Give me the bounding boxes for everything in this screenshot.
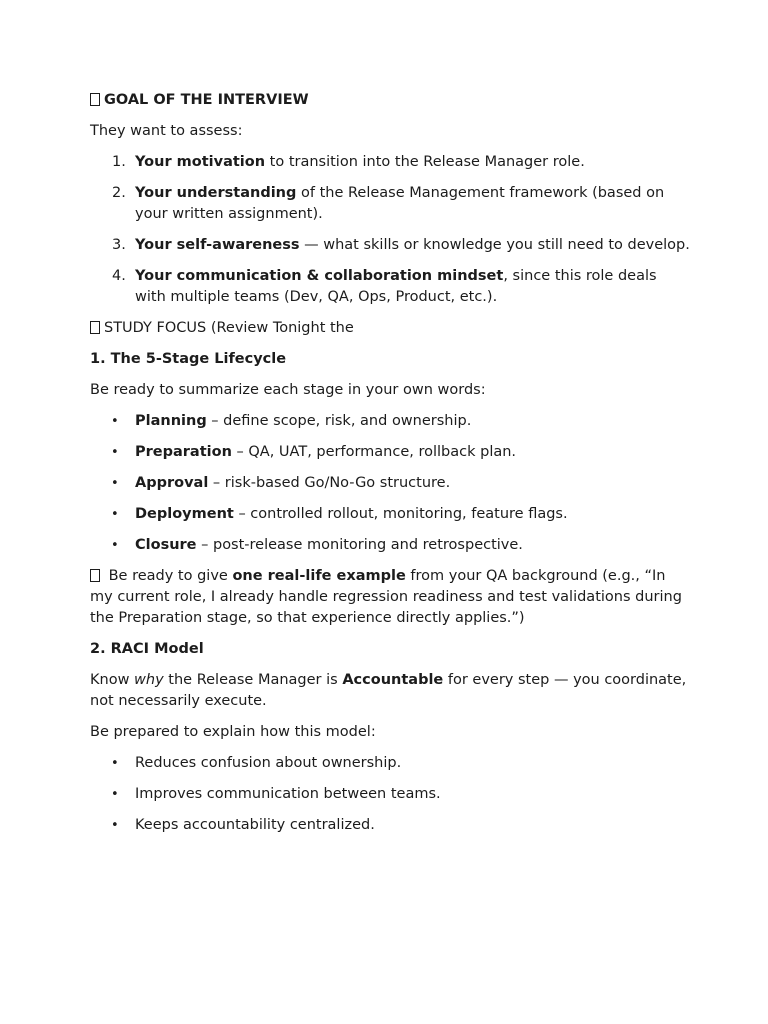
goal-item-text: of the Release Management framework (based on your written assignment).	[135, 185, 665, 222]
raci-item-2	[90, 784, 690, 805]
bullet-icon: •	[111, 818, 119, 833]
lifecycle-item-deployment	[90, 504, 690, 525]
goal-item-1	[90, 152, 690, 173]
raci-item-text: Improves communication between teams.	[135, 786, 441, 802]
stage-name: Deployment	[135, 506, 234, 522]
goal-intro: They want to assess:	[90, 123, 243, 139]
stage-description: – define scope, risk, and ownership.	[206, 413, 472, 429]
tip-text-after: from your QA background (e.g., “In my current role, I already handle regression readiness and test validations during the Preparation stage, so that experience directly applies.”)	[90, 568, 682, 626]
lifecycle-item-preparation	[90, 442, 690, 463]
goal-item-bold: Your motivation	[135, 154, 266, 170]
list-number: 3.	[112, 237, 126, 253]
document-page	[90, 90, 690, 846]
goal-item-2	[90, 183, 690, 225]
raci-know-middle: the Release Manager is	[163, 672, 343, 688]
study-focus-text: STUDY FOCUS (Review Tonight the	[104, 320, 354, 336]
goal-item-3	[90, 235, 690, 256]
goal-item-bold: Your understanding	[135, 185, 297, 201]
lifecycle-item-planning	[90, 411, 690, 432]
goal-item-text: to transition into the Release Manager role.	[265, 154, 585, 170]
list-number: 1.	[112, 154, 126, 170]
tip-text-before: Be ready to give	[104, 568, 233, 584]
raci-intro: Be prepared to explain how this model:	[90, 724, 376, 740]
bullet-icon: •	[111, 507, 119, 522]
raci-item-text: Reduces confusion about ownership.	[135, 755, 402, 771]
raci-know-after: for every step — you coordinate, not necessarily execute.	[90, 672, 687, 709]
goal-list	[90, 152, 690, 308]
lifecycle-heading: 1. The 5-Stage Lifecycle	[90, 351, 287, 367]
goal-heading	[90, 90, 690, 111]
lifecycle-intro: Be ready to summarize each stage in your own words:	[90, 382, 486, 398]
raci-list	[90, 753, 690, 836]
stage-name: Planning	[135, 413, 207, 429]
raci-item-1	[90, 753, 690, 774]
goal-item-text: , since this role deals with multiple teams (Dev, QA, Ops, Product, etc.).	[135, 268, 657, 305]
list-number: 2.	[112, 185, 126, 201]
tip-bold: one real-life example	[232, 568, 406, 584]
bullet-icon: •	[111, 414, 119, 429]
raci-know-italic: why	[134, 672, 164, 688]
stage-name: Closure	[135, 537, 197, 553]
list-number: 4.	[112, 268, 126, 284]
bullet-icon: •	[111, 445, 119, 460]
stage-description: – post-release monitoring and retrospective.	[196, 537, 523, 553]
goal-heading-text: GOAL OF THE INTERVIEW	[104, 92, 309, 108]
raci-know-text: Know	[90, 672, 135, 688]
bullet-icon: •	[111, 476, 119, 491]
raci-item-3	[90, 815, 690, 836]
raci-item-text: Keeps accountability centralized.	[135, 817, 375, 833]
stage-description: – QA, UAT, performance, rollback plan.	[231, 444, 517, 460]
study-focus-heading	[90, 318, 690, 339]
goal-item-bold: Your self-awareness	[135, 237, 300, 253]
example-tip	[90, 566, 690, 629]
bullet-icon: •	[111, 787, 119, 802]
bullet-icon: •	[111, 538, 119, 553]
lifecycle-item-approval	[90, 473, 690, 494]
raci-know	[90, 670, 690, 712]
goal-item-4	[90, 266, 690, 308]
lifecycle-item-closure	[90, 535, 690, 556]
stage-name: Preparation	[135, 444, 232, 460]
stage-name: Approval	[135, 475, 209, 491]
stage-description: – risk-based Go/No-Go structure.	[208, 475, 451, 491]
goal-item-text: — what skills or knowledge you still need to develop.	[299, 237, 690, 253]
bullet-icon: •	[111, 756, 119, 771]
raci-heading: 2. RACI Model	[90, 641, 204, 657]
goal-item-bold: Your communication & collaboration mindset	[135, 268, 504, 284]
target-icon	[90, 93, 100, 106]
lifecycle-list	[90, 411, 690, 556]
books-icon	[90, 321, 100, 334]
lightbulb-icon	[90, 569, 100, 582]
stage-description: – controlled rollout, monitoring, feature flags.	[233, 506, 568, 522]
raci-know-bold: Accountable	[342, 672, 444, 688]
